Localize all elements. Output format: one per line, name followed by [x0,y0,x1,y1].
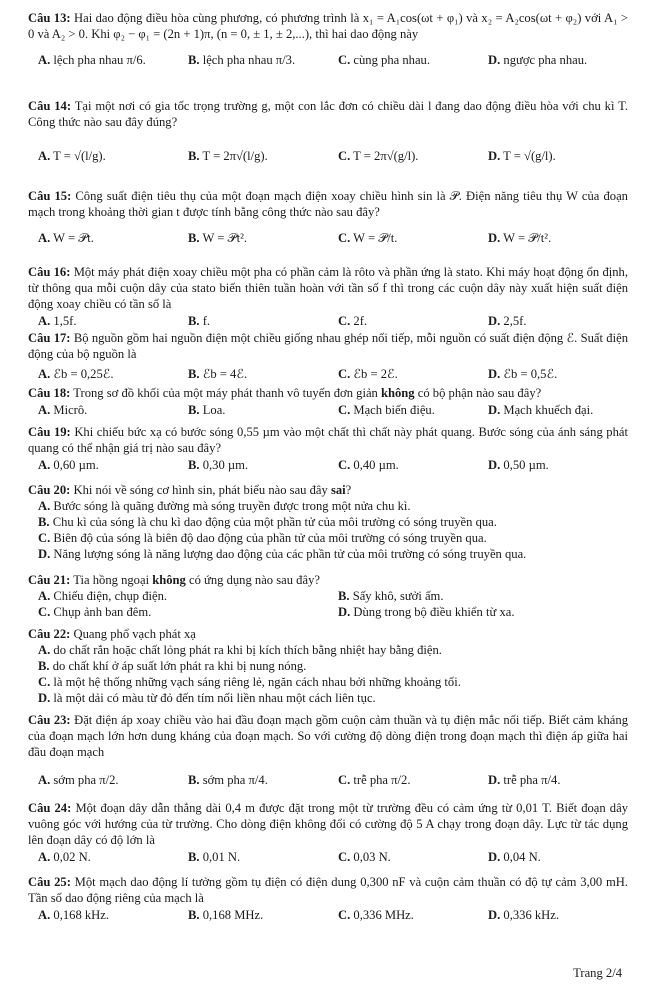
option-c: C. là một hệ thống những vạch sáng riêng lẻ, ngăn cách nhau bởi những khoảng tối. [38,675,461,689]
question-15 [28,188,628,252]
option-letter: C. [338,231,351,245]
question-22 [28,626,628,706]
option-letter: B. [38,515,50,529]
options-row [28,366,628,383]
question-label: Câu 20: [28,483,71,497]
option-letter: D. [488,908,501,922]
options-list [28,498,628,562]
option-c: C. 0,336 MHz. [338,908,414,922]
question-25 [28,874,628,924]
option-a: A. do chất rắn hoặc chất lỏng phát ra khi bị kích thích bằng nhiệt hay bằng điện. [38,643,442,657]
option-letter: B. [188,231,200,245]
option-letter: D. [488,403,501,417]
option-letter: C. [38,605,51,619]
question-text: Công suất điện tiêu thụ của một đoạn mạch điện xoay chiều hình sin là 𝒫. Điện năng tiêu thụ W của đoạn mạch trong khoảng thời gian t được tính bằng công thức nào sau đây? [28,189,628,219]
option-d: D. 0,50 µm. [488,458,549,472]
options-row [28,849,628,866]
option-letter: A. [38,403,51,417]
question-text: Bộ nguồn gồm hai nguồn điện một chiều giống nhau ghép nối tiếp, mỗi nguồn có suất điện động ℰ. Suất điện động của bộ nguồn là [28,331,628,361]
option-d: D. 0,04 N. [488,850,541,864]
option-c: C. trễ pha π/2. [338,773,411,787]
option-letter: D. [38,547,51,561]
question-13 [28,10,628,74]
question-16 [28,264,628,330]
question-text-end: có bộ phận nào sau đây? [414,386,542,400]
question-label: Câu 18: [28,386,71,400]
option-letter: B. [188,403,200,417]
option-letter: A. [38,149,51,163]
option-b: B. W = 𝒫t². [188,231,248,245]
options-row [28,313,628,330]
option-letter: A. [38,499,51,513]
question-14 [28,98,628,174]
option-d: D. 2,5f. [488,314,527,328]
question-text: Khi nói về sóng cơ hình sin, phát biểu nào sau đây [73,483,331,497]
option-letter: B. [188,773,200,787]
option-b: B. f. [188,314,211,328]
question-19 [28,424,628,474]
option-letter: D. [488,458,501,472]
options-row [28,224,628,252]
question-label: Câu 16: [28,265,71,279]
question-label: Câu 24: [28,801,72,815]
option-letter: C. [338,908,351,922]
option-a: A. lệch pha nhau π/6. [38,53,146,67]
option-c: C. Biên độ của sóng là biên độ dao động của phần tử của môi trường có sóng truyền qua. [38,531,487,545]
option-letter: C. [338,314,351,328]
option-b: B. sớm pha π/4. [188,773,268,787]
question-label: Câu 13: [28,11,71,25]
option-letter: B. [38,659,50,673]
options-row [28,402,628,419]
question-text: Tia hồng ngoại [73,573,153,587]
option-a: A. 0,02 N. [38,850,91,864]
option-c: C. W = 𝒫/t. [338,231,398,245]
option-letter: B. [188,458,200,472]
question-17 [28,330,628,383]
question-label: Câu 23: [28,713,71,727]
option-c: C. 2f. [338,314,368,328]
option-a: A. 0,60 µm. [38,458,99,472]
question-24 [28,800,628,866]
option-letter: D. [488,850,501,864]
option-d: D. 0,336 kHz. [488,908,560,922]
option-b: B. 0,30 µm. [188,458,249,472]
question-text-bold: sai [330,483,346,497]
question-text: Một mạch dao động lí tưởng gồm tụ điện có điện dung 0,300 nF và cuộn cảm thuần có độ tự cảm 3,00 mH. Tần số dao động riêng của mạch là [28,875,628,905]
options-row [28,457,628,474]
option-letter: B. [188,850,200,864]
question-label: Câu 19: [28,425,71,439]
option-letter: D. [488,149,501,163]
options-row-2 [28,604,628,620]
option-letter: A. [38,367,51,381]
page-number: Trang 2/4 [573,966,622,980]
question-text: Đặt điện áp xoay chiều vào hai đầu đoạn mạch gồm cuộn cảm thuần và tụ điện mắc nối tiếp. Biết cảm kháng của đoạn mạch lớn hơn dung kháng của đoạn mạch. So với cường độ dòng điện trong đoạn mạch thì điện áp giữa hai đầu đoạn mạch [28,713,628,759]
option-c: C. T = 2π√(g/l). [338,149,419,163]
question-label: Câu 17: [28,331,71,345]
question-text: Hai dao động điều hòa cùng phương, có phương trình là x₁ = A₁cos(ωt + φ₁) và x₂ = A₂cos(ωt + φ₂) với A₁ > 0 và A₂ > 0. Khi φ₂ − φ₁ = (2n + 1)π, (n = 0, ± 1, ± 2,...), thì hai dao động này [28,11,628,41]
question-label: Câu 15: [28,189,72,203]
question-18 [28,385,628,419]
option-d: D. Dùng trong bộ điều khiển từ xa. [338,605,515,619]
option-c: C. Mạch biến điệu. [338,403,435,417]
option-a: A. ℰb = 0,25ℰ. [38,367,114,381]
option-d: D. Năng lượng sóng là năng lượng dao động của các phần tử của môi trường có sóng truyền qua. [38,547,527,561]
option-c: C. Chụp ảnh ban đêm. [38,605,152,619]
option-letter: C. [38,531,51,545]
option-a: A. sớm pha π/2. [38,773,119,787]
option-letter: C. [338,149,351,163]
option-a: A. T = √(l/g). [38,149,106,163]
question-text: Khi chiếu bức xạ có bước sóng 0,55 µm vào một chất thì chất này phát quang. Bước sóng của ánh sáng phát quang có thể nhận giá trị nào sau đây? [28,425,628,455]
option-letter: C. [338,850,351,864]
option-letter: D. [488,367,501,381]
option-letter: D. [488,773,501,787]
option-letter: B. [188,367,200,381]
question-text-end: có ứng dụng nào sau đây? [185,573,320,587]
option-letter: B. [188,314,200,328]
option-b: B. lệch pha nhau π/3. [188,53,296,67]
question-text: Một máy phát điện xoay chiều một pha có phần cảm là rôto và phần ứng là stato. Khi máy hoạt động ổn định, từ thông qua mỗi cuộn dây của stato biến thiên tuần hoàn với tần số f thì trong các cuộn dây này xuất hiện suất điện động xoay chiều có tần số là [28,265,628,311]
option-letter: A. [38,773,51,787]
option-c: C. ℰb = 2ℰ. [338,367,398,381]
option-letter: B. [188,149,200,163]
question-text: Quang phổ vạch phát xạ [73,627,196,641]
option-letter: B. [338,589,350,603]
question-text-bold: không [152,573,186,587]
option-b: B. Sấy khô, sưởi ấm. [338,589,444,603]
option-letter: C. [338,458,351,472]
option-letter: D. [38,691,51,705]
question-21 [28,572,628,620]
options-row [28,46,628,74]
option-letter: D. [488,231,501,245]
question-23 [28,712,628,794]
option-a: A. W = 𝒫t. [38,231,94,245]
option-letter: A. [38,231,51,245]
option-letter: B. [188,908,200,922]
option-letter: D. [488,53,501,67]
option-a: A. Chiếu điện, chụp điện. [38,589,168,603]
question-20 [28,482,628,562]
option-letter: C. [38,675,51,689]
question-text: Tại một nơi có gia tốc trọng trường g, một con lắc đơn có chiều dài l đang dao động điều hòa với chu kì T. Công thức nào sau đây đúng? [28,99,628,129]
options-row-1 [28,588,628,604]
question-text: Một đoạn dây dẫn thẳng dài 0,4 m được đặt trong một từ trường đều có cảm ứng từ 0,01 T. Biết đoạn dây vuông góc với hướng của từ trường. Cho dòng điện không đổi có cường độ 5 A chạy trong đoạn dây. Lực từ tác dụng lên đoạn dây có độ lớn là [28,801,628,847]
question-text: Trong sơ đồ khối của một máy phát thanh vô tuyến đơn giản [73,386,381,400]
options-list [28,642,628,706]
option-c: C. 0,03 N. [338,850,391,864]
question-label: Câu 14: [28,99,72,113]
question-label: Câu 25: [28,875,71,889]
option-letter: A. [38,458,51,472]
option-letter: A. [38,908,51,922]
option-a: A. Bước sóng là quãng đường mà sóng truyền được trong một nửa chu kì. [38,499,411,513]
option-b: B. 0,168 MHz. [188,908,264,922]
option-b: B. 0,01 N. [188,850,241,864]
option-letter: C. [338,367,351,381]
option-letter: A. [38,643,51,657]
option-d: D. T = √(g/l). [488,149,556,163]
option-letter: C. [338,773,351,787]
option-d: D. ℰb = 0,5ℰ. [488,367,558,381]
options-row [28,907,628,924]
option-c: C. 0,40 µm. [338,458,399,472]
option-b: B. do chất khí ở áp suất lớn phát ra khi bị nung nóng. [38,659,307,673]
option-c: C. cùng pha nhau. [338,53,430,67]
option-b: B. Chu kì của sóng là chu kì dao động của một phần tử của môi trường có sóng truyền qua. [38,515,497,529]
option-letter: C. [338,53,351,67]
question-text-end: ? [345,483,352,497]
option-b: B. Loa. [188,403,226,417]
question-label: Câu 22: [28,627,71,641]
option-d: D. ngược pha nhau. [488,53,588,67]
option-letter: A. [38,314,51,328]
option-letter: A. [38,850,51,864]
option-d: D. W = 𝒫/t². [488,231,552,245]
option-letter: A. [38,53,51,67]
option-b: B. ℰb = 4ℰ. [188,367,248,381]
option-letter: B. [188,53,200,67]
option-letter: C. [338,403,351,417]
option-letter: D. [488,314,501,328]
option-d: D. trễ pha π/4. [488,773,561,787]
option-a: A. 0,168 kHz. [38,908,110,922]
option-d: D. Mạch khuếch đại. [488,403,594,417]
question-label: Câu 21: [28,573,71,587]
question-text-bold: không [381,386,415,400]
options-row [28,134,628,174]
option-letter: A. [38,589,51,603]
option-d: D. là một dải có màu từ đỏ đến tím nối liền nhau một cách liên tục. [38,691,376,705]
option-a: A. Micrô. [38,403,88,417]
option-letter: D. [338,605,351,619]
options-row [28,764,628,794]
option-a: A. 1,5f. [38,314,77,328]
option-b: B. T = 2π√(l/g). [188,149,268,163]
